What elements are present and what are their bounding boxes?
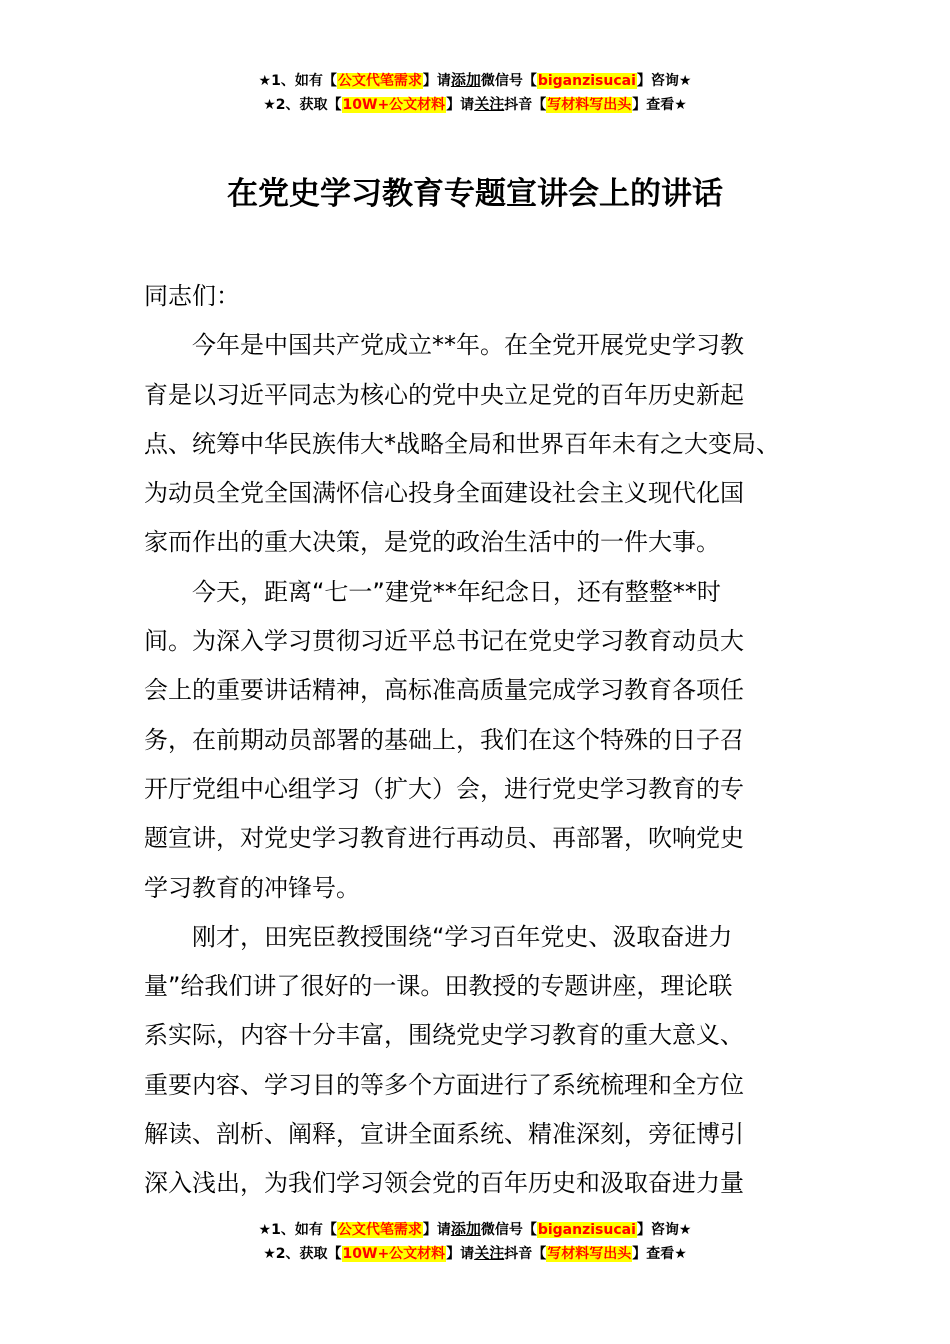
- body-line: 刚才，田宪臣教授围绕“学习百年党史、汲取奋进力: [192, 922, 733, 951]
- body-line: 学习教育的冲锋号。: [144, 873, 360, 902]
- body-line: 题宣讲，对党史学习教育进行再动员、再部署，吹响党史: [144, 824, 744, 853]
- body-line: 务，在前期动员部署的基础上，我们在这个特殊的日子召: [144, 725, 744, 754]
- body-line: 今年是中国共产党成立**年。在全党开展党史学习教: [192, 331, 744, 360]
- body-line: 开厅党组中心组学习（扩大）会，进行党史学习教育的专: [144, 774, 744, 803]
- banner-line-2: ★2、获取【10W+公文材料】请关注抖音【写材料写出头】查看★: [263, 1244, 687, 1262]
- underlined-add: 添加: [450, 71, 481, 89]
- body-line: 会上的重要讲话精神，高标准高质量完成学习教育各项任: [144, 676, 744, 705]
- document-title: 在党史学习教育专题宣讲会上的讲话: [227, 176, 723, 212]
- highlight-materials: 10W+公文材料: [342, 1246, 446, 1262]
- banner-line-1: ★1、如有【公文代笔需求】请添加微信号【biganzisucai】咨询★: [258, 1220, 692, 1238]
- underlined-follow: 关注: [474, 1244, 505, 1262]
- body-line: 深入浅出，为我们学习领会党的百年历史和汲取奋进力量: [144, 1169, 744, 1198]
- underlined-follow: 关注: [474, 95, 505, 113]
- body-line: 间。为深入学习贯彻习近平总书记在党史学习教育动员大: [144, 627, 744, 656]
- highlight-service: 公文代笔需求: [337, 1222, 422, 1238]
- highlight-douyin: 写材料写出头: [547, 1246, 632, 1262]
- document-body: [144, 272, 814, 1209]
- body-line: 点、统筹中华民族伟大*战略全局和世界百年未有之大变局、: [144, 429, 780, 458]
- body-line: 解读、剖析、阐释，宣讲全面系统、精准深刻，旁征博引: [144, 1120, 744, 1149]
- highlight-materials: 10W+公文材料: [342, 97, 446, 113]
- body-line: 系实际，内容十分丰富，围绕党史学习教育的重大意义、: [144, 1021, 744, 1050]
- footer-banner: [0, 1218, 950, 1266]
- underlined-add: 添加: [450, 1220, 481, 1238]
- body-line: 重要内容、学习目的等多个方面进行了系统梳理和全方位: [144, 1070, 744, 1099]
- highlight-service: 公文代笔需求: [337, 73, 422, 89]
- header-banner: [0, 69, 950, 117]
- highlight-wechat-id: biganzisucai: [537, 1222, 636, 1238]
- body-line: 为动员全党全国满怀信心投身全面建设社会主义现代化国: [144, 479, 744, 508]
- body-line: 量”给我们讲了很好的一课。田教授的专题讲座，理论联: [144, 972, 733, 1001]
- highlight-douyin: 写材料写出头: [547, 97, 632, 113]
- banner-line-2: ★2、获取【10W+公文材料】请关注抖音【写材料写出头】查看★: [263, 95, 687, 113]
- banner-line-1: ★1、如有【公文代笔需求】请添加微信号【biganzisucai】咨询★: [258, 71, 692, 89]
- body-line: 家而作出的重大决策，是党的政治生活中的一件大事。: [144, 528, 720, 557]
- body-line: 今天，距离“七一”建党**年纪念日，还有整整**时: [192, 577, 721, 606]
- highlight-wechat-id: biganzisucai: [537, 73, 636, 89]
- body-line: 育是以习近平同志为核心的党中央立足党的百年历史新起: [144, 380, 744, 409]
- salutation: 同志们：: [144, 282, 240, 310]
